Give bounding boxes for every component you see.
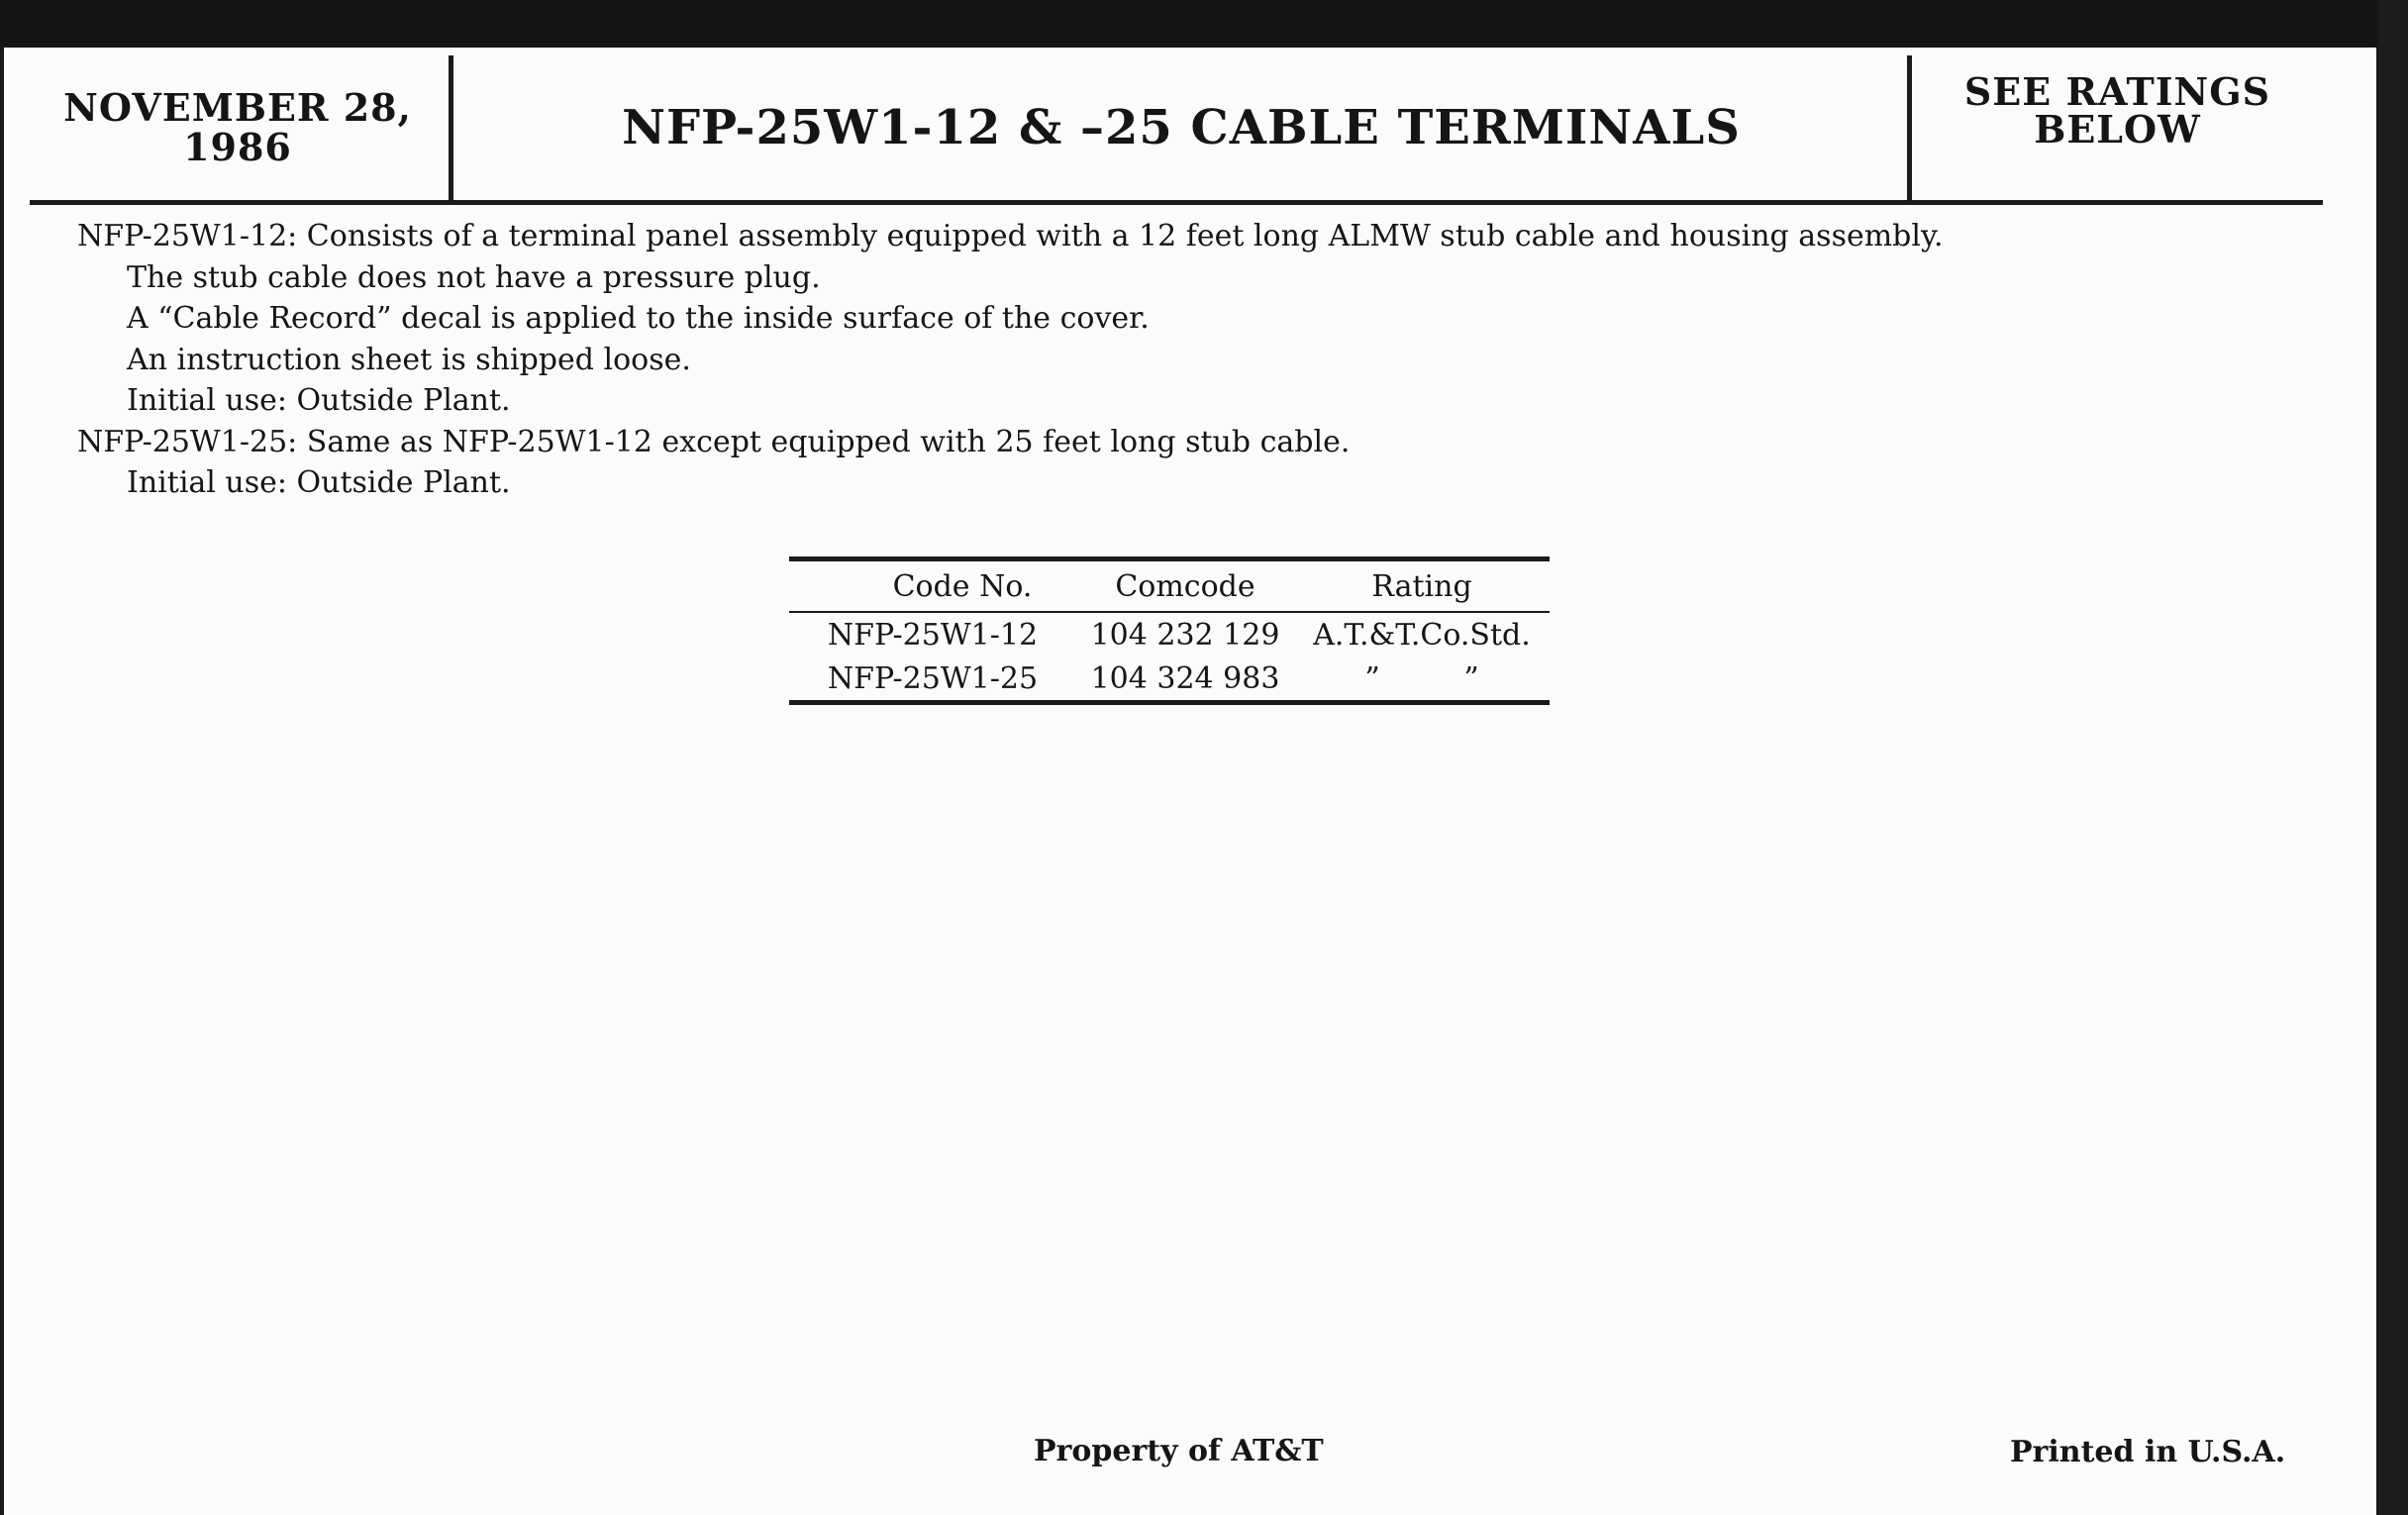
description-line: Initial use: Outside Plant. <box>127 465 511 500</box>
description-line: The stub cable does not have a pressure plug. <box>127 259 821 295</box>
column-header-rating: Rating <box>1294 559 1550 613</box>
ditto-mark: ” <box>1463 660 1479 696</box>
scan-border-right <box>2378 0 2408 1515</box>
footer-printed: Printed in U.S.A. <box>2010 1435 2286 1469</box>
scan-border-top <box>0 0 2408 50</box>
description-line: NFP-25W1-25: Same as NFP-25W1-12 except equipped with 25 feet long stub cable. <box>77 424 1351 459</box>
page-title: NFP-25W1-12 & –25 CABLE TERMINALS <box>622 100 1741 155</box>
issue-date: NOVEMBER 28, 1986 <box>63 85 412 169</box>
table-header-row <box>789 559 1550 613</box>
column-header-code: Code No. <box>789 559 1076 613</box>
description-line: Initial use: Outside Plant. <box>127 383 511 418</box>
column-header-comcode: Comcode <box>1076 559 1294 613</box>
code-cell: NFP-25W1-12 <box>827 617 1039 653</box>
document-card <box>4 48 2376 1515</box>
description-block <box>77 216 2256 504</box>
description-line: NFP-25W1-12: Consists of a terminal panel assembly equipped with a 12 feet long ALMW stub cable and housing assembly. <box>77 219 1944 253</box>
comcode-cell: 104 232 129 <box>1090 617 1280 653</box>
comcode-cell: 104 324 983 <box>1090 660 1280 696</box>
description-line: An instruction sheet is shipped loose. <box>127 342 691 377</box>
table-row <box>789 612 1550 656</box>
rating-cell <box>1294 656 1550 703</box>
header-bar <box>30 55 2323 205</box>
table-row <box>789 656 1550 703</box>
rating-note: SEE RATINGS BELOW <box>1963 69 2271 152</box>
description-line: A “Cable Record” decal is applied to the inside surface of the cover. <box>127 301 1150 336</box>
ditto-mark: ” <box>1364 660 1380 696</box>
footer-property: Property of AT&T <box>1034 1434 1324 1468</box>
ratings-table <box>789 556 1550 705</box>
code-cell: NFP-25W1-25 <box>827 660 1039 696</box>
rating-cell: A.T.&T.Co.Std. <box>1313 617 1531 653</box>
